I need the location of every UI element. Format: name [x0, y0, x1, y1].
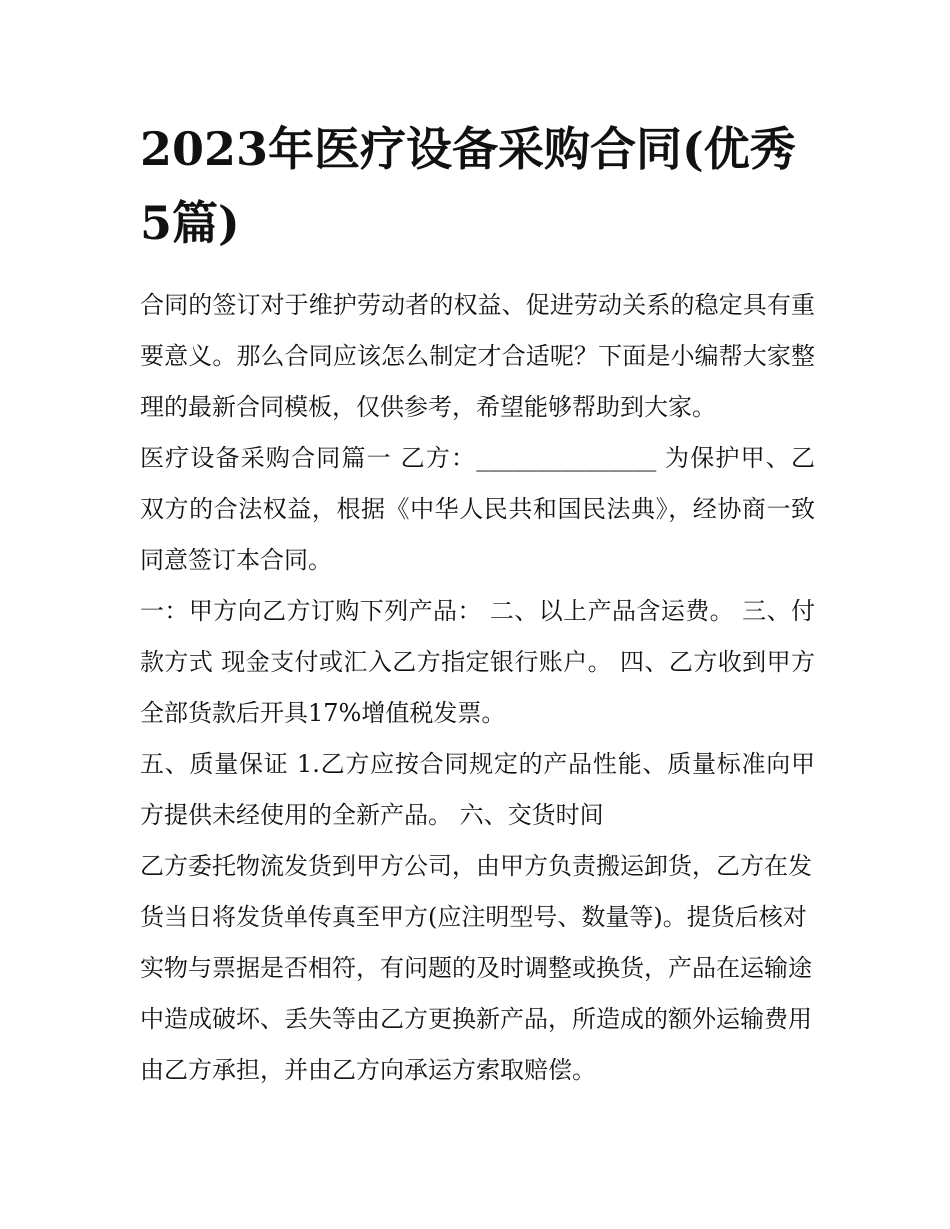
- intro-paragraph: 合同的签订对于维护劳动者的权益、促进劳动关系的稳定具有重要意义。那么合同应该怎么制定才合适呢？下面是小编帮大家整理的最新合同模板，仅供参考，希望能够帮助到大家。: [140, 291, 815, 421]
- terms-one-to-four-paragraph: 一：甲方向乙方订购下列产品： 二、以上产品含运费。 三、付款方式 现金支付或汇入乙方指定银行账户。 四、乙方收到甲方全部货款后开具17%增值税发票。: [140, 597, 815, 727]
- document-body: [140, 280, 815, 1096]
- terms-five-six-paragraph: 五、质量保证 1.乙方应按合同规定的产品性能、质量标准向甲方提供未经使用的全新产品。 六、交货时间: [140, 750, 815, 829]
- delivery-terms-paragraph: 乙方委托物流发货到甲方公司，由甲方负责搬运卸货，乙方在发货当日将发货单传真至甲方(应注明型号、数量等)。提货后核对实物与票据是否相符，有问题的及时调整或换货，产品在运输途中造成破坏、丢失等由乙方更换新产品，所造成的额外运输费用由乙方承担，并由乙方向承运方索取赔偿。: [140, 852, 812, 1084]
- contract-one-opening-paragraph: 医疗设备采购合同篇一 乙方：_______________ 为保护甲、乙双方的合法权益，根据《中华人民共和国民法典》，经协商一致同意签订本合同。: [140, 444, 815, 574]
- document-title: 2023年医疗设备采购合同(优秀5篇): [140, 122, 796, 250]
